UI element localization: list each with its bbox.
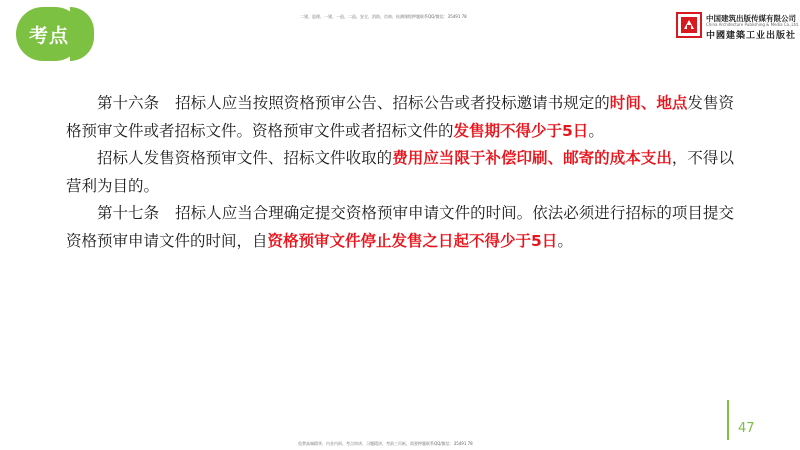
publisher-calligraphy: 中國建築工业出版社 — [706, 31, 797, 41]
publisher-logo — [676, 10, 800, 41]
text-segment: 发售资格预审文件或者招标文件。资格预审文件或者招标文件的 — [66, 94, 734, 140]
topic-badge — [16, 7, 82, 61]
highlight-segment: 时间、地点 — [609, 94, 688, 112]
publisher-name: 中国建筑出版传媒有限公司 — [706, 14, 796, 23]
article-number: 第十七条 — [97, 204, 160, 222]
page-number: 47 — [738, 421, 755, 436]
paragraph — [66, 200, 734, 255]
page-number-divider — [727, 400, 729, 440]
bottom-notice: 免费高端精华、内业内训、考点串讲、习题精讲、考前三页纸，需要押题联系QQ/微信：35491 78 — [298, 441, 473, 446]
text-segment: 招标人发售资格预审文件、招标文件收取的 — [97, 149, 393, 167]
publisher-emblem-icon — [676, 12, 702, 38]
text-segment: 招标人应当合理确定提交资格预审申请文件的时间。依法必须进行招标的项目提交资格预审申请文件的时间，自 — [66, 204, 734, 250]
highlight-segment: 费用应当限于补偿印刷、邮寄的成本支出 — [392, 149, 672, 167]
paragraph — [66, 145, 734, 200]
highlight-segment: 发售期不得少于5日 — [453, 121, 589, 140]
top-notice: 二建、监理、一建、一造、二造、安全、消防、咨询、检测课程押题联系QQ/微信：35491 78 — [300, 14, 467, 19]
text-segment: 。 — [557, 231, 573, 250]
article-content — [66, 90, 734, 255]
text-segment: 。 — [588, 121, 604, 140]
article-number: 第十六条 — [97, 94, 160, 112]
text-segment: 招标人应当按照资格预审公告、招标公告或者投标邀请书规定的 — [175, 94, 610, 112]
paragraph — [66, 90, 734, 145]
highlight-segment: 资格预审文件停止发售之日起不得少于5日 — [267, 231, 558, 250]
publisher-name-en: China Architecture Publishing & Media Co.,Ltd. — [706, 22, 800, 27]
topic-badge-label: 考点 — [28, 24, 69, 47]
text-segment: ，不得以营利为目的。 — [66, 149, 734, 195]
